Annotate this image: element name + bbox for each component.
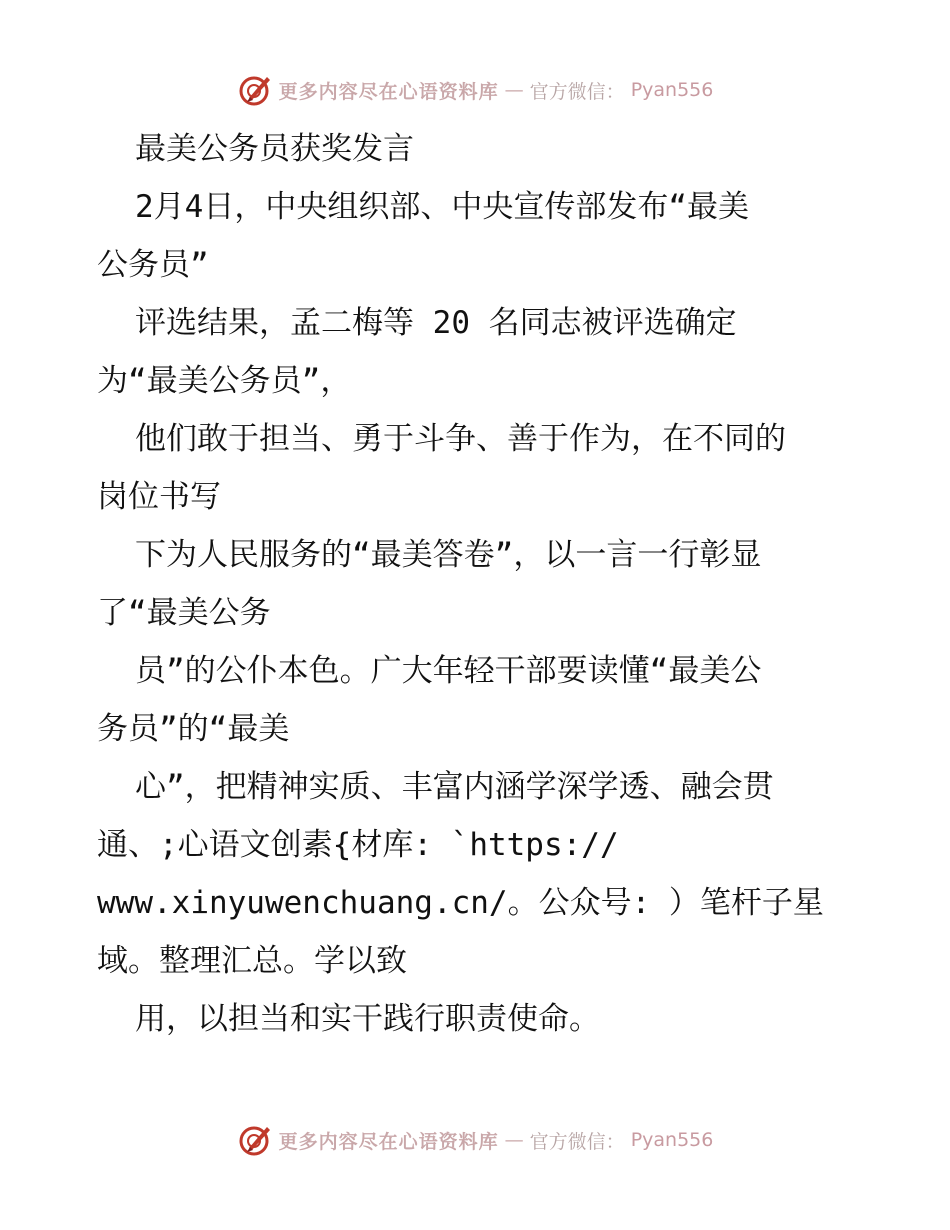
paragraph-line: 岗位书写 [97, 479, 221, 515]
paragraph-line: 为“最美公务员”， [97, 363, 352, 399]
quill-logo-icon [237, 1122, 273, 1158]
paragraph-line: 心”，把精神实质、丰富内涵学深学透、融会贯 [135, 769, 774, 805]
banner-wechat-id: Pyan556 [630, 79, 714, 101]
banner-official-label: 官方微信： [529, 1130, 625, 1153]
banner-official-label: 官方微信： [529, 80, 625, 103]
paragraph-line: 了“最美公务 [97, 595, 271, 631]
paragraph-line: 域。整理汇总。学以致 [97, 943, 407, 979]
paragraph-line: 务员”的“最美 [97, 711, 290, 747]
paragraph-line: www.xinyuwenchuang.cn/。公众号: ）笔杆子星 [97, 885, 824, 921]
paragraph-line: 通、;心语文创素{材库: `https:// [97, 827, 619, 863]
paragraph-line: 他们敢于担当、勇于斗争、善于作为，在不同的 [135, 421, 786, 457]
banner-dash: — [504, 1129, 524, 1151]
banner-dash: — [504, 79, 524, 101]
paragraph-line: 评选结果，孟二梅等 20 名同志被评选确定 [135, 305, 737, 341]
paragraph-line: 公务员” [97, 247, 209, 283]
document-title: 最美公务员获奖发言 [135, 131, 414, 167]
paragraph-line: 2月4日，中央组织部、中央宣传部发布“最美 [135, 189, 749, 225]
paragraph-line: 用，以担当和实干践行职责使命。 [135, 1001, 600, 1037]
document-body [97, 120, 867, 1048]
footer-banner [0, 1120, 950, 1160]
header-banner [0, 70, 950, 110]
banner-wechat-id: Pyan556 [630, 1129, 714, 1151]
paragraph-line: 下为人民服务的“最美答卷”，以一言一行彰显 [135, 537, 762, 573]
paragraph-line: 员”的公仆本色。广大年轻干部要读懂“最美公 [135, 653, 762, 689]
banner-main-text: 更多内容尽在心语资料库 [278, 1130, 499, 1153]
banner-main-text: 更多内容尽在心语资料库 [278, 80, 499, 103]
quill-logo-icon [237, 72, 273, 108]
